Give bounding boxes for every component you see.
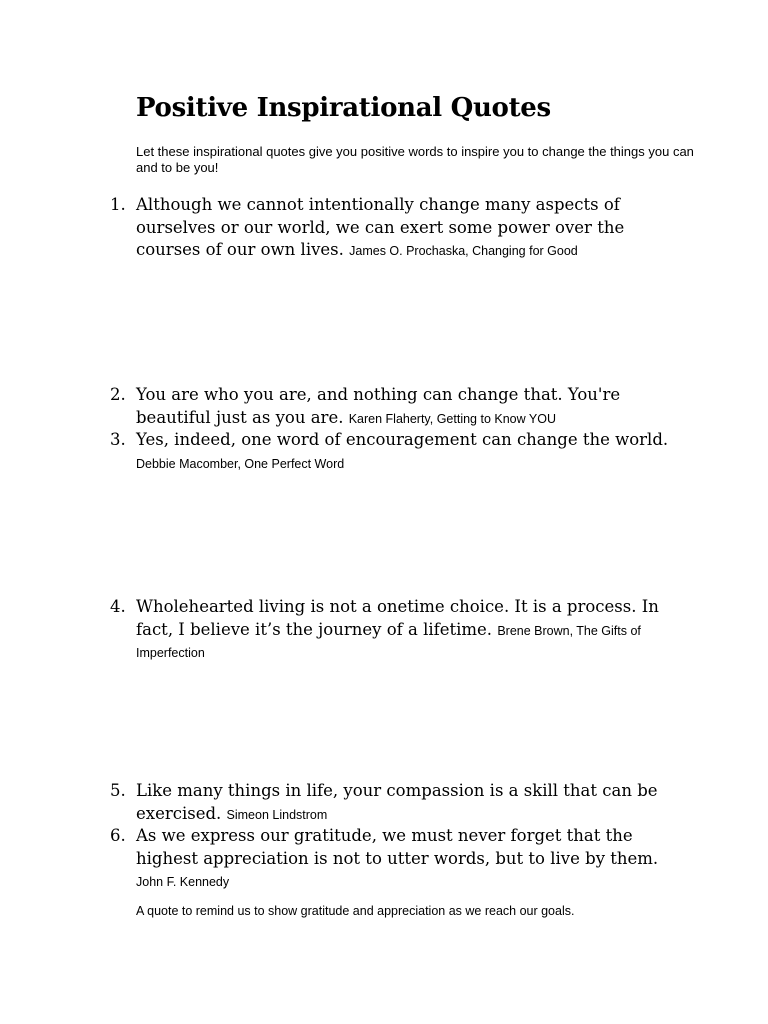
quote-attribution: John F. Kennedy — [136, 875, 230, 889]
quote-text: You are who you are, and nothing can change that. You're beautiful just as you are. — [136, 385, 621, 427]
quote-text: Like many things in life, your compassion is a skill that can be exercised. — [136, 781, 658, 823]
page-title: Positive Inspirational Quotes — [136, 93, 551, 123]
quote-attribution: Karen Flaherty, Getting to Know YOU — [348, 411, 556, 426]
quote-attribution: Simeon Lindstrom — [226, 807, 328, 822]
quote-text: Wholehearted living is not a onetime choice. It is a process. In fact, I believe it’s the journey of a lifetime. — [136, 597, 659, 639]
quote-item-3 — [110, 429, 676, 474]
quote-text: Yes, indeed, one word of encouragement can change the world. — [136, 430, 669, 449]
quote-number: 3. — [110, 430, 126, 449]
quote-attribution: Brene Brown, The Gifts of Imperfection — [136, 623, 641, 660]
quote-attribution: James O. Prochaska, Changing for Good — [349, 244, 578, 258]
quote-number: 5. — [110, 781, 126, 800]
quote-text: Although we cannot intentionally change many aspects of ourselves or our world, we can exert some power over the courses of our own lives. — [136, 195, 625, 259]
quote-item-5 — [110, 780, 676, 825]
quote-number: 6. — [110, 826, 126, 845]
quote-item-6 — [110, 825, 676, 893]
quote-number: 2. — [110, 385, 126, 404]
quote-item-1 — [110, 194, 676, 262]
intro-paragraph: Let these inspirational quotes give you positive words to inspire you to change the things you can and to be you! — [136, 144, 694, 175]
quote-attribution: Debbie Macomber, One Perfect Word — [136, 456, 345, 471]
quote-number: 1. — [110, 195, 126, 214]
closing-note: A quote to remind us to show gratitude and appreciation as we reach our goals. — [136, 903, 575, 918]
quote-text: As we express our gratitude, we must never forget that the highest appreciation is not to utter words, but to live by them. — [136, 826, 659, 868]
quote-item-2 — [110, 384, 676, 429]
quote-number: 4. — [110, 597, 126, 616]
quote-item-4 — [110, 596, 676, 664]
